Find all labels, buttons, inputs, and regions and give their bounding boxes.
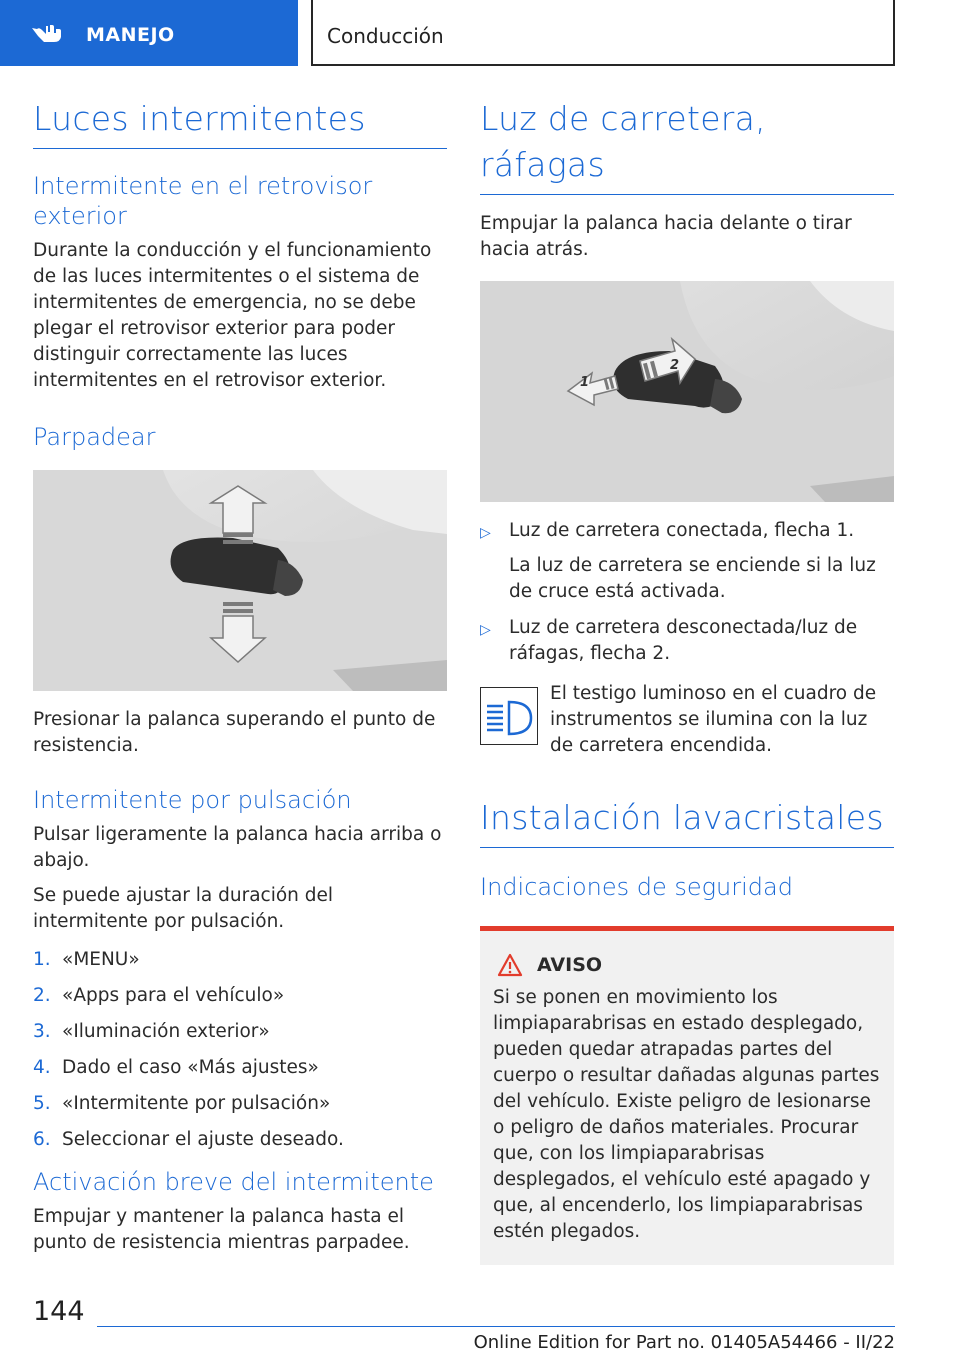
arrow-2-label: 2 [670, 358, 680, 373]
paragraph-luz-carretera: Empujar la palanca hacia delante o tirar hacia atrás. [480, 213, 852, 260]
list-item: 3. «Iluminación exterior» [33, 1021, 270, 1042]
indicator-text: El testigo luminoso en el cuadro de instrumentos se ilumina con la luz de carretera encendida. [550, 683, 877, 756]
indicator-note [480, 681, 894, 759]
section-title: MANEJO [86, 24, 175, 46]
list-item: 5. «Intermitente por pulsación» [33, 1093, 331, 1114]
page-number: 144 [33, 1296, 85, 1327]
heading-retrovisor: Intermitente en el retrovisor exterior [33, 172, 373, 230]
lever-forward-back-image [480, 281, 894, 502]
heading-activacion-breve: Activación breve del intermitente [33, 1168, 434, 1196]
right-column [480, 96, 894, 1265]
lever-up-down-image [33, 470, 447, 691]
title-luces-intermitentes: Luces intermitentes [33, 99, 366, 138]
chapter-title: Conducción [327, 24, 444, 48]
footer-edition: Online Edition for Part no. 01405A54466 - II/22 [473, 1332, 895, 1353]
warning-triangle-icon [497, 953, 523, 977]
paragraph-parpadear: Presionar la palanca superando el punto de resistencia. [33, 709, 436, 756]
heading-parpadear: Parpadear [33, 423, 156, 451]
paragraph-pulsacion-1: Pulsar ligeramente la palanca hacia arriba o abajo. [33, 824, 442, 871]
left-column [33, 96, 447, 1256]
list-item: ▷ Luz de carretera desconectada/luz de ráfagas, flecha 2. [480, 615, 894, 667]
list-item: 6. Seleccionar el ajuste deseado. [33, 1129, 344, 1150]
paragraph-retrovisor: Durante la conducción y el funcionamiento de las luces intermitentes o el sistema de intermitentes de emergencia, no se debe plegar el retrovisor exterior para poder distinguir correctamente las luces intermitentes en el retrovisor exterior. [33, 240, 432, 391]
high-beam-indicator-icon [480, 687, 538, 745]
title-rule [480, 194, 894, 195]
list-item: ▷ Luz de carretera conectada, flecha 1. La luz de carretera se enciende si la luz de cruce está activada. [480, 518, 894, 605]
header-section-tab [0, 0, 298, 66]
triangle-bullet-icon: ▷ [480, 525, 491, 541]
warning-text: Si se ponen en movimiento los limpiaparabrisas en estado desplegado, pueden quedar atrapadas partes del cuerpo o resultar dañadas algunas partes del vehículo. Existe peligro de lesionarse o peligro de daños materiales. Procurar que, con los limpiaparabrisas desplegados, el vehículo esté apagado y que, al encenderlo, los limpiaparabrisas estén plegados. [493, 987, 880, 1242]
warning-title: AVISO [493, 953, 882, 977]
footer-rule [97, 1326, 895, 1327]
title-rule [33, 148, 447, 149]
header-chapter-box [311, 0, 895, 66]
bullet-list [480, 518, 894, 667]
steps-list [33, 947, 447, 1153]
title-lavacristales: Instalación lavacristales [480, 798, 884, 837]
hand-steering-icon [30, 22, 66, 50]
title-rule [480, 847, 894, 848]
warning-box [480, 926, 894, 1265]
heading-seguridad: Indicaciones de seguridad [480, 873, 793, 901]
triangle-bullet-icon: ▷ [480, 622, 491, 638]
list-item: 2. «Apps para el vehículo» [33, 985, 285, 1006]
paragraph-activacion-breve: Empujar y mantener la palanca hasta el punto de resistencia mientras parpadee. [33, 1206, 410, 1253]
list-item: 4. Dado el caso «Más ajustes» [33, 1057, 319, 1078]
list-item: 1. «MENU» [33, 949, 140, 970]
paragraph-pulsacion-2: Se puede ajustar la duración del intermitente por pulsación. [33, 885, 334, 932]
arrow-1-label: 1 [580, 375, 590, 390]
heading-pulsacion: Intermitente por pulsación [33, 786, 352, 814]
title-luz-carretera: Luz de carretera, ráfagas [480, 99, 766, 184]
